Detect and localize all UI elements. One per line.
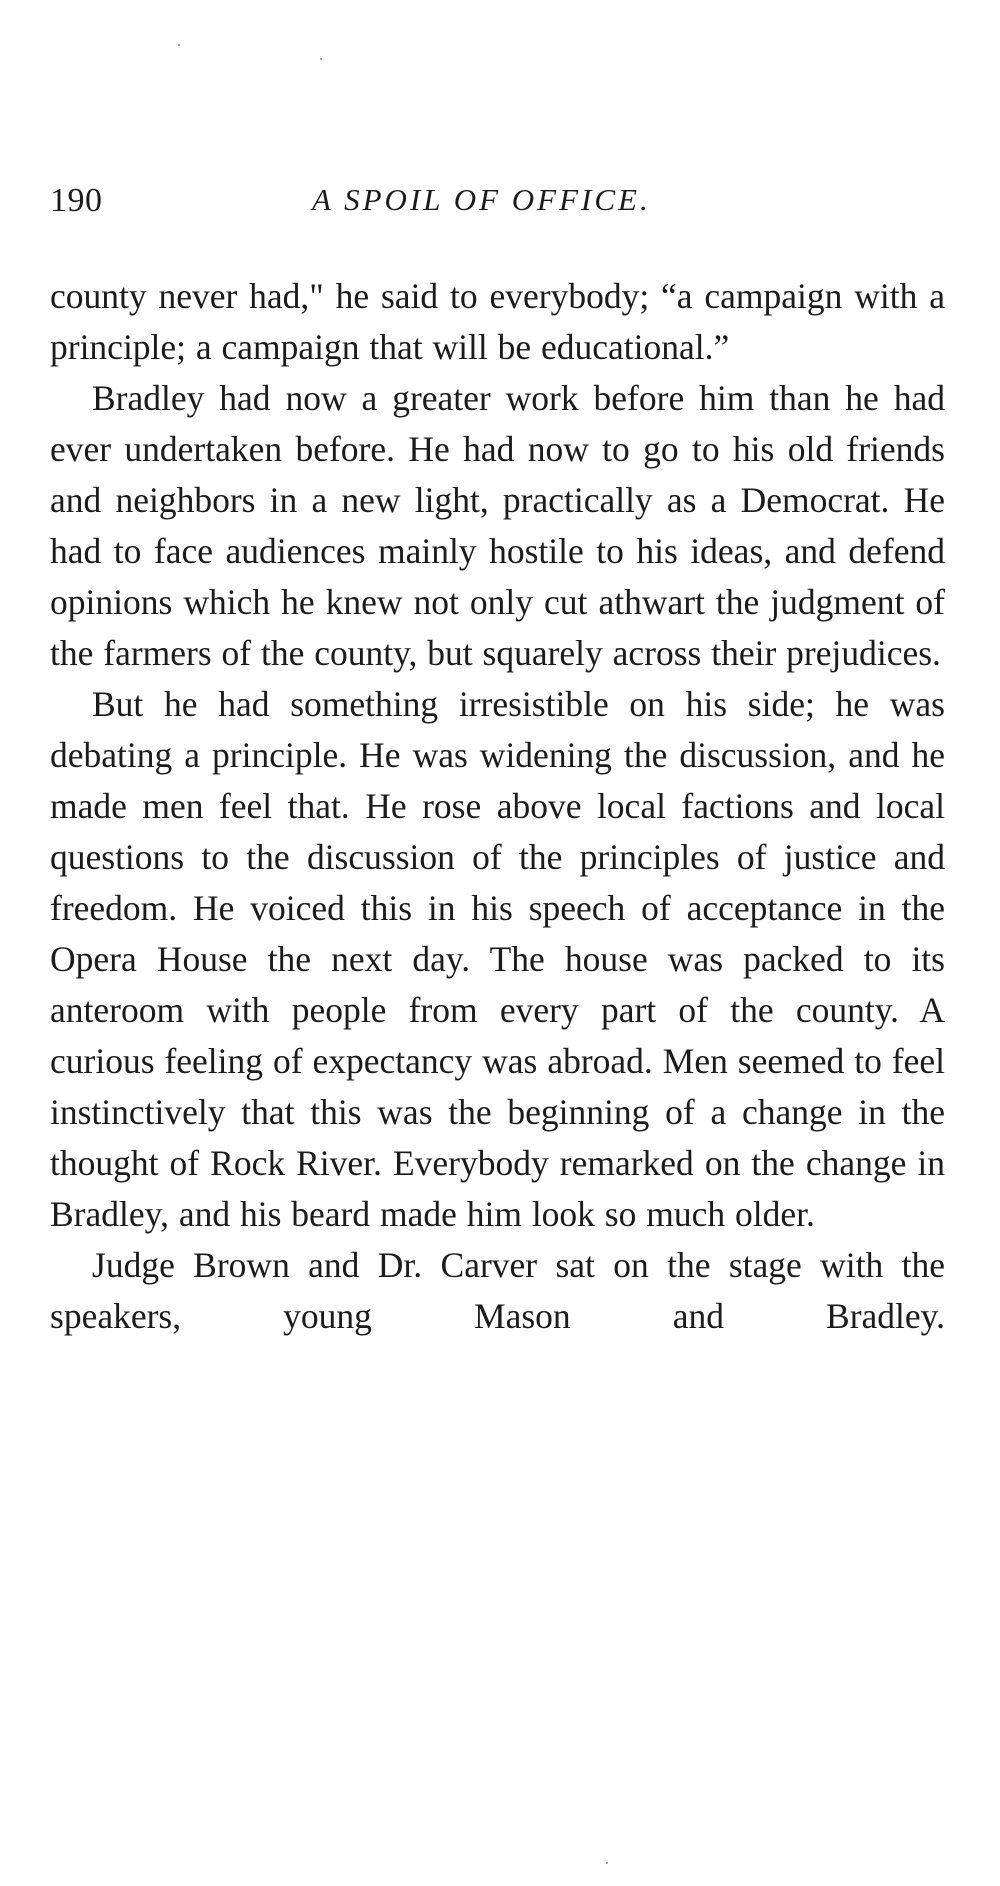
running-title: A SPOIL OF OFFICE. <box>312 182 651 217</box>
paragraph-continuation: county never had," he said to everybody; “a campaign with a principle; a campaign that will be educational.” <box>50 276 945 367</box>
paragraph: Judge Brown and Dr. Carver sat on the stage with the speakers, young Mason and Bradley. <box>50 1245 945 1336</box>
paragraph: Bradley had now a greater work before him than he had ever undertaken before. He had now to go to his old friends and neighbors in a new light, practically as a Democrat. He had to face audiences mainly hostile to his ideas, and defend opinions which he knew not only cut athwart the judgment of the farmers of the county, but squarely across their prejudices. <box>50 378 945 673</box>
paper-speck <box>320 58 322 60</box>
page-number: 190 <box>50 182 103 219</box>
page-header <box>50 176 945 226</box>
page-body <box>50 271 945 1342</box>
paper-speck <box>178 44 180 46</box>
paragraph: But he had something irresistible on his side; he was debating a principle. He was widening the discussion, and he made men feel that. He rose above local factions and local questions to the discussion of the principles of justice and freedom. He voiced this in his speech of acceptance in the Opera House the next day. The house was packed to its anteroom with people from every part of the county. A curious feeling of expectancy was abroad. Men seemed to feel instinctively that this was the beginning of a change in the thought of Rock River. Everybody remarked on the change in Bradley, and his beard made him look so much older. <box>50 684 945 1234</box>
paper-speck <box>606 1862 608 1864</box>
